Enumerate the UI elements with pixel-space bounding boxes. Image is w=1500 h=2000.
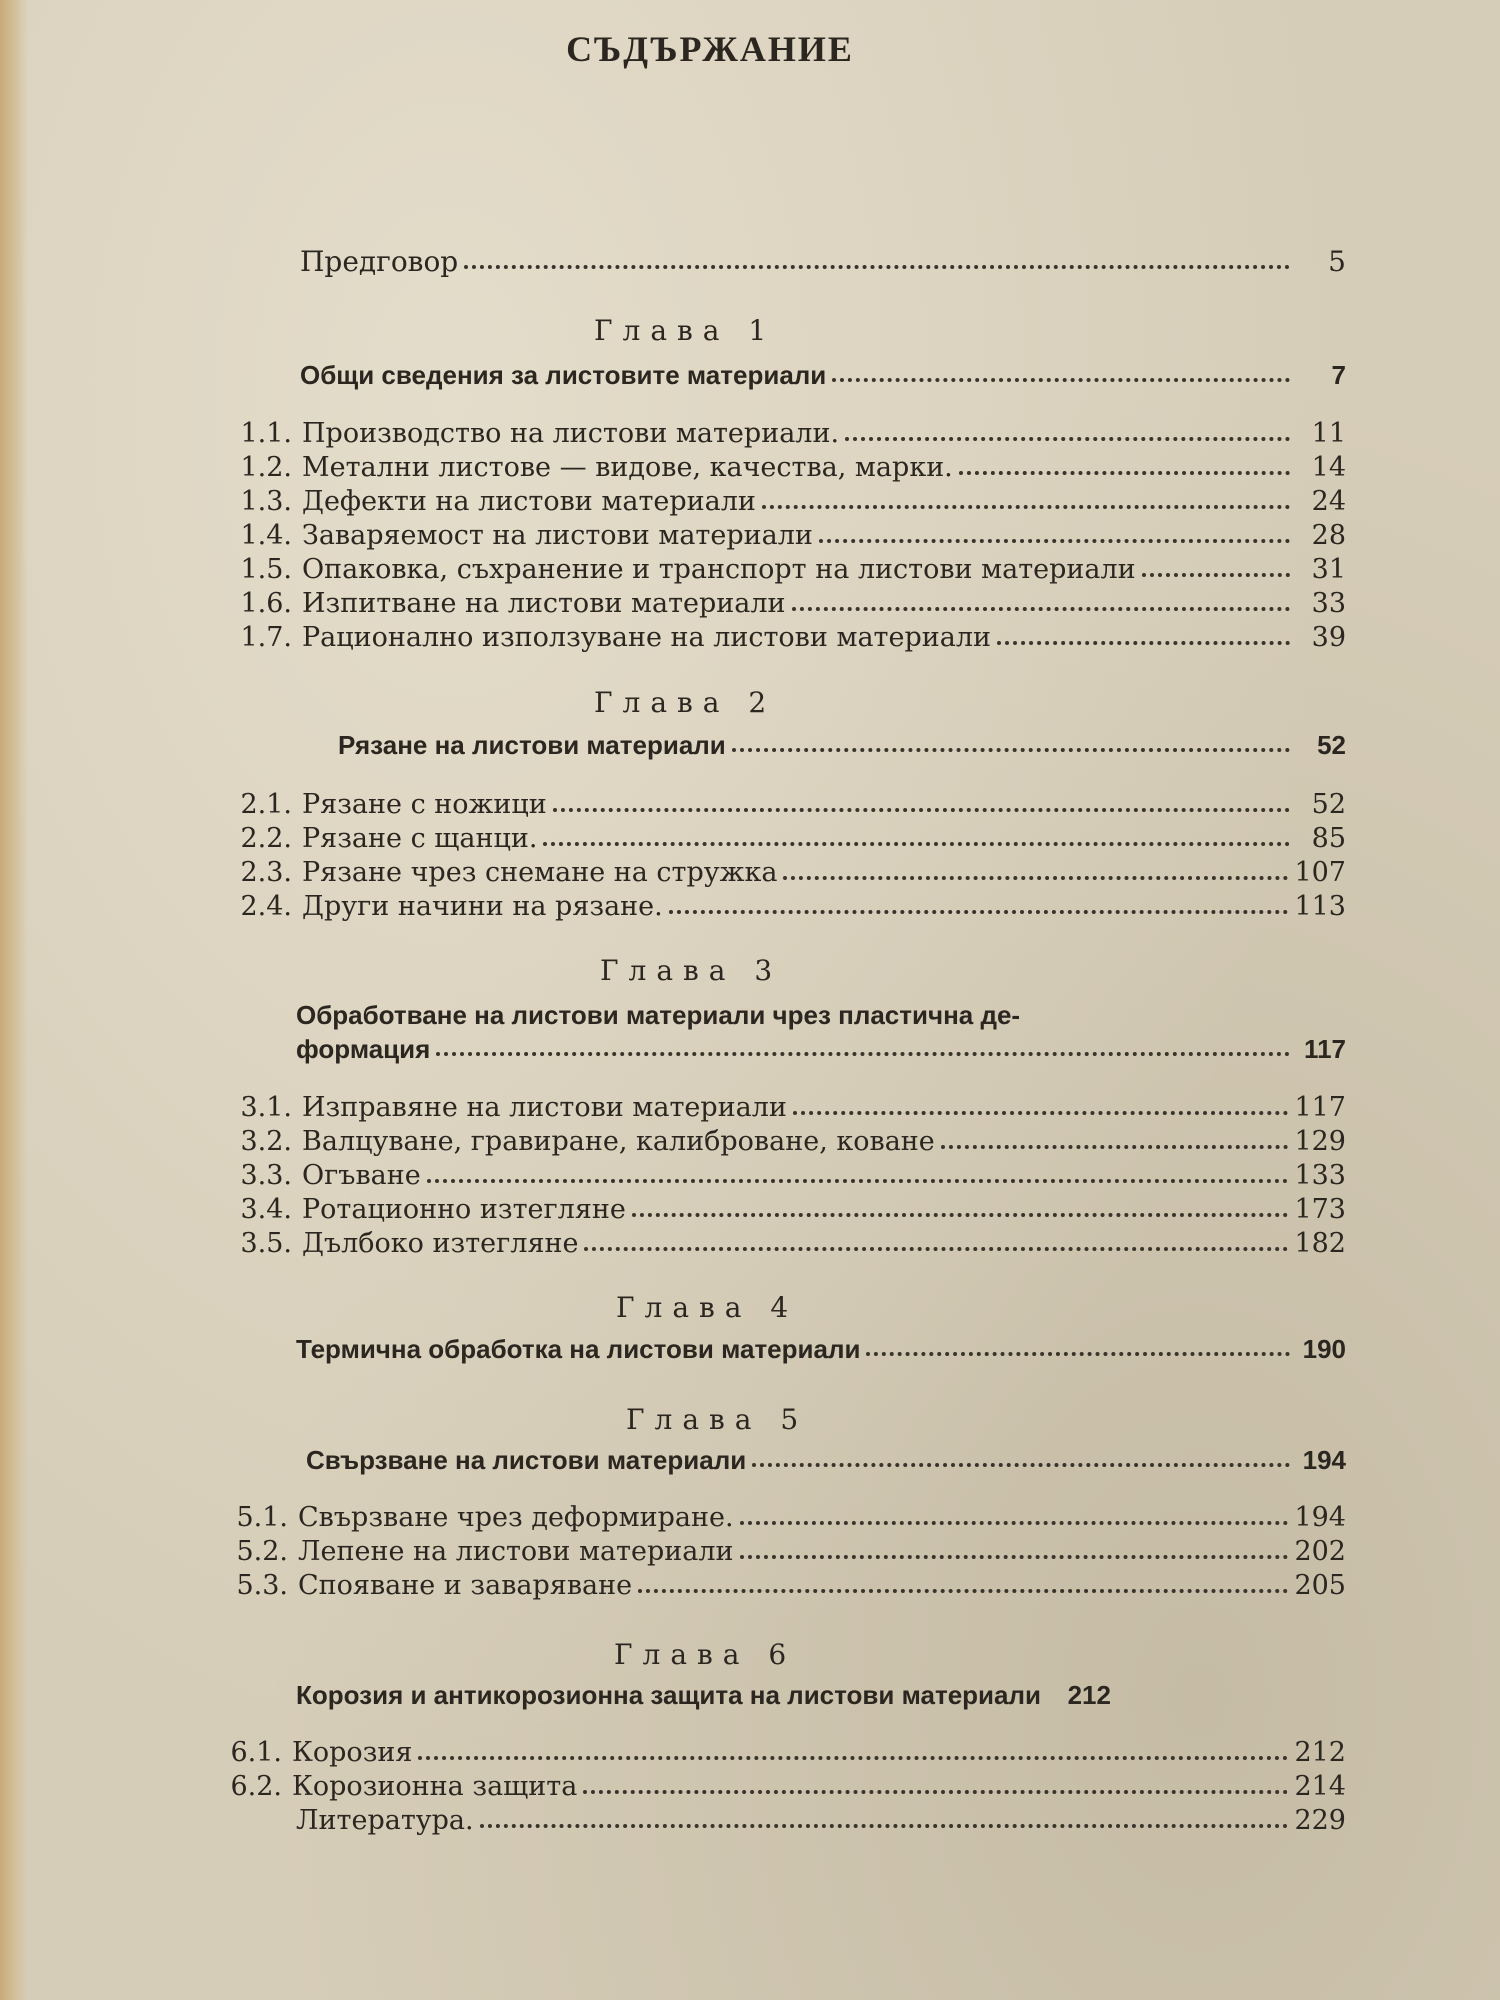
dot-leader — [1047, 1690, 1055, 1700]
section-number: 3.4. — [240, 1194, 292, 1225]
dot-leader — [638, 1579, 1288, 1593]
section-page: 212 — [1294, 1737, 1346, 1768]
toc-section — [220, 417, 1346, 451]
toc-section — [220, 822, 1346, 856]
dot-leader — [997, 631, 1290, 645]
toc-section — [220, 1193, 1346, 1227]
toc-preface — [300, 245, 1346, 279]
dot-leader — [584, 1237, 1288, 1251]
chapter-title-row — [296, 1678, 1346, 1712]
dot-leader — [752, 1453, 1290, 1467]
section-page: 117 — [1294, 1092, 1346, 1123]
chapter-title-row — [338, 728, 1346, 762]
dot-leader — [427, 1169, 1289, 1183]
dot-leader — [819, 529, 1290, 543]
dot-leader — [762, 495, 1290, 509]
chapter-title-row — [296, 1332, 1346, 1366]
section-title: Дълбоко изтегляне — [302, 1228, 579, 1259]
chapter-label: Глава 1 — [594, 314, 777, 347]
dot-leader — [832, 368, 1290, 382]
section-title: Изпитване на листови материали — [302, 588, 786, 619]
page-spine-shadow — [0, 0, 28, 2000]
section-page: 11 — [1311, 418, 1346, 449]
toc-section — [216, 1569, 1346, 1603]
dot-leader — [959, 461, 1290, 475]
chapter-title-continued: формация — [296, 1034, 431, 1064]
chapter-title-row — [296, 998, 1346, 1032]
chapter-title-row — [306, 1443, 1346, 1477]
dot-leader — [941, 1135, 1289, 1149]
section-title: Метални листове — видове, качества, марки. — [302, 452, 953, 483]
dot-leader — [793, 1101, 1289, 1115]
toc-section — [220, 788, 1346, 822]
section-title: Заваряемост на листови материали — [302, 520, 813, 551]
toc-section — [220, 587, 1346, 621]
section-title: Опаковка, съхранение и транспорт на листови материали — [302, 554, 1136, 585]
section-number: 1.5. — [240, 554, 292, 585]
dot-leader — [436, 1042, 1290, 1056]
chapter-label: Глава 5 — [626, 1403, 809, 1436]
section-number: 5.2. — [236, 1536, 288, 1567]
toc-section — [210, 1736, 1346, 1770]
section-page: 85 — [1311, 823, 1346, 854]
section-title: Огъване — [302, 1160, 421, 1191]
chapter-title-row-cont — [296, 1032, 1346, 1066]
section-page: 214 — [1294, 1771, 1346, 1802]
toc-section — [220, 890, 1346, 924]
toc-section — [210, 1770, 1346, 1804]
section-number: 3.2. — [240, 1126, 292, 1157]
dot-leader — [480, 1814, 1289, 1828]
chapter-title: Рязане на листови материали — [338, 730, 726, 760]
section-number: 2.4. — [240, 891, 292, 922]
dot-leader — [583, 1780, 1288, 1794]
chapter-title: Термична обработка на листови материали — [296, 1334, 861, 1364]
section-number: 6.2. — [230, 1771, 282, 1802]
toc-section — [220, 1227, 1346, 1261]
section-title: Рязане с ножици — [302, 789, 547, 820]
chapter-title-row — [300, 358, 1346, 392]
section-page: 202 — [1294, 1536, 1346, 1567]
page-title: СЪДЪРЖАНИЕ — [566, 29, 854, 69]
section-title: Изправяне на листови материали — [302, 1092, 787, 1123]
section-number: 2.1. — [240, 789, 292, 820]
literature-title: Литература. — [296, 1805, 474, 1836]
section-page: 39 — [1311, 622, 1346, 653]
toc-section — [216, 1501, 1346, 1535]
section-title: Лепене на листови материали — [298, 1536, 734, 1567]
dot-leader — [464, 255, 1290, 269]
dot-leader — [792, 597, 1290, 611]
dot-leader — [418, 1746, 1288, 1760]
toc-entry-page: 5 — [1328, 245, 1346, 278]
section-page: 107 — [1294, 857, 1346, 888]
toc-section — [220, 553, 1346, 587]
section-page: 24 — [1311, 486, 1346, 517]
dot-leader — [669, 900, 1289, 914]
section-page: 133 — [1294, 1160, 1346, 1191]
dot-leader — [732, 738, 1290, 752]
section-page: 205 — [1294, 1570, 1346, 1601]
section-page: 173 — [1294, 1194, 1346, 1225]
chapter-label: Глава 4 — [616, 1291, 799, 1324]
chapter-label: Глава 3 — [600, 954, 783, 987]
section-title: Рязане с щанци. — [302, 823, 538, 854]
section-title: Рационално използуване на листови материали — [302, 622, 992, 653]
section-title: Рязане чрез снемане на стружка — [302, 857, 778, 888]
section-page: 129 — [1294, 1126, 1346, 1157]
chapter-page: 52 — [1317, 730, 1346, 760]
dot-leader — [740, 1511, 1289, 1525]
section-page: 14 — [1311, 452, 1346, 483]
section-title: Ротационно изтегляне — [302, 1194, 626, 1225]
chapter-page: 190 — [1302, 1334, 1346, 1364]
section-number: 2.2. — [240, 823, 292, 854]
chapter-page: 194 — [1302, 1445, 1346, 1475]
toc-section — [220, 1091, 1346, 1125]
chapter-title: Свързване на листови материали — [306, 1445, 747, 1475]
section-page: 52 — [1311, 789, 1346, 820]
section-page: 194 — [1294, 1502, 1346, 1533]
toc-section — [220, 856, 1346, 890]
section-title: Валцуване, гравиране, калиброване, коване — [302, 1126, 935, 1157]
section-title: Спояване и заваряване — [298, 1570, 633, 1601]
section-title: Корозионна защита — [292, 1771, 578, 1802]
dot-leader — [1142, 563, 1290, 577]
section-number: 3.1. — [240, 1092, 292, 1123]
toc-section — [220, 485, 1346, 519]
section-page: 28 — [1311, 520, 1346, 551]
section-page: 113 — [1294, 891, 1346, 922]
chapter-page: 212 — [1067, 1680, 1111, 1710]
section-number: 2.3. — [240, 857, 292, 888]
section-page: 31 — [1311, 554, 1346, 585]
toc-literature — [296, 1804, 1346, 1838]
section-number: 1.7. — [240, 622, 292, 653]
dot-leader — [632, 1203, 1289, 1217]
section-title: Дефекти на листови материали — [302, 486, 756, 517]
section-title: Други начини на рязане. — [302, 891, 663, 922]
toc-section — [220, 519, 1346, 553]
chapter-page: 7 — [1331, 360, 1346, 390]
toc-section — [220, 1125, 1346, 1159]
chapter-label: Глава 2 — [594, 686, 777, 719]
dot-leader — [740, 1545, 1289, 1559]
toc-section — [216, 1535, 1346, 1569]
dot-leader — [553, 798, 1290, 812]
chapter-page: 117 — [1304, 1034, 1346, 1064]
section-number: 5.1. — [236, 1502, 288, 1533]
section-number: 1.4. — [240, 520, 292, 551]
section-title: Корозия — [292, 1737, 413, 1768]
chapter-title: Корозия и антикорозионна защита на листови материали — [296, 1680, 1041, 1710]
chapter-title: Обработване на листови материали чрез пластична де- — [296, 1000, 1021, 1030]
section-page: 33 — [1311, 588, 1346, 619]
section-number: 6.1. — [230, 1737, 282, 1768]
section-title: Производство на листови материали. — [302, 418, 840, 449]
toc-section — [220, 1159, 1346, 1193]
section-number: 3.5. — [240, 1228, 292, 1259]
toc-section — [220, 621, 1346, 655]
section-number: 3.3. — [240, 1160, 292, 1191]
dot-leader — [783, 866, 1288, 880]
section-page: 182 — [1294, 1228, 1346, 1259]
dot-leader — [845, 427, 1290, 441]
toc-section — [220, 451, 1346, 485]
toc-entry-text: Предговор — [300, 245, 459, 278]
section-title: Свързване чрез деформиране. — [298, 1502, 734, 1533]
chapter-title: Общи сведения за листовите материали — [300, 360, 827, 390]
chapter-label: Глава 6 — [614, 1638, 797, 1671]
section-number: 1.2. — [240, 452, 292, 483]
dot-leader — [866, 1342, 1290, 1356]
dot-leader — [543, 832, 1290, 846]
section-number: 5.3. — [236, 1570, 288, 1601]
literature-page: 229 — [1294, 1805, 1346, 1836]
section-number: 1.6. — [240, 588, 292, 619]
section-number: 1.3. — [240, 486, 292, 517]
section-number: 1.1. — [240, 418, 292, 449]
